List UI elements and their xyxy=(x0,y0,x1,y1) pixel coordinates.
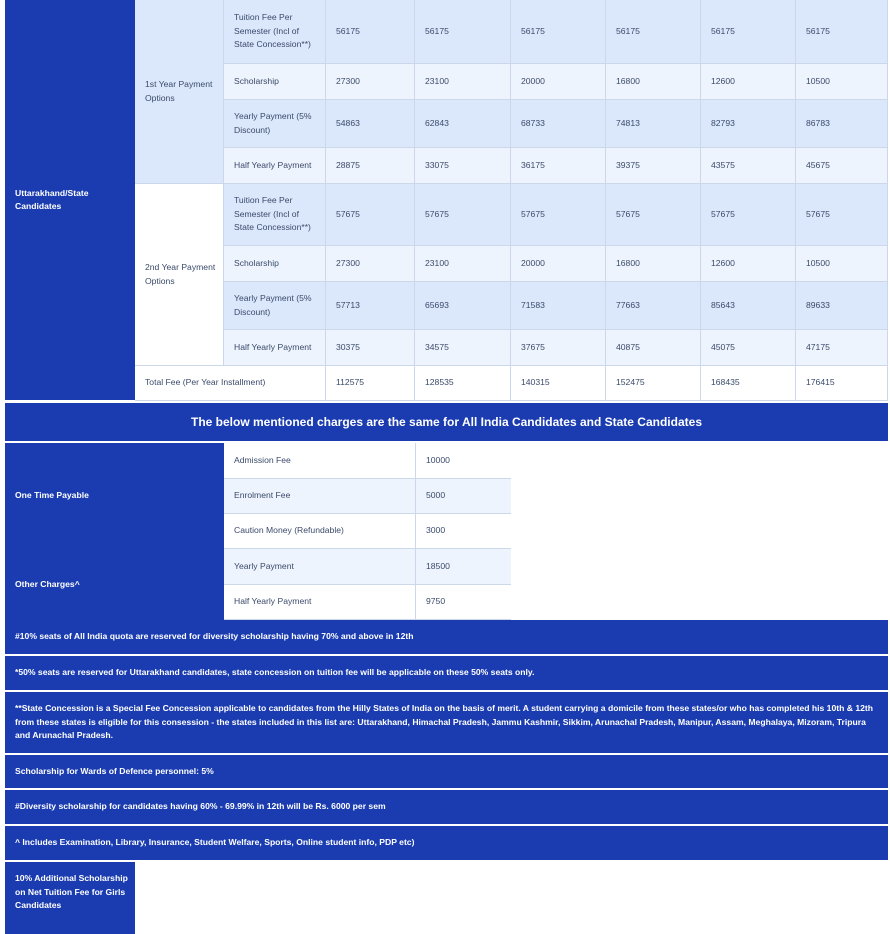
footnote-row: #Diversity scholarship for candidates having 60% - 69.99% in 12th will be Rs. 6000 per sem xyxy=(5,790,888,826)
fee-value-cell: 57675 xyxy=(606,184,701,246)
charge-value: 10000 xyxy=(416,443,511,479)
fee-value-cell: 56175 xyxy=(796,0,888,64)
one-time-payable-label: One Time Payable xyxy=(5,443,224,549)
charge-value: 3000 xyxy=(416,514,511,549)
charge-label: Caution Money (Refundable) xyxy=(224,514,416,549)
fee-value-cell: 57675 xyxy=(796,184,888,246)
fee-value-cell: 40875 xyxy=(606,330,701,366)
fee-row-label: Tuition Fee Per Semester (Incl of State Concession**) xyxy=(224,0,326,64)
fee-value-cell: 77663 xyxy=(606,282,701,330)
fee-value-cell: 56175 xyxy=(415,0,511,64)
fee-value-cell: 10500 xyxy=(796,246,888,282)
charge-label: Admission Fee xyxy=(224,443,416,479)
charge-value: 18500 xyxy=(416,549,511,585)
total-fee-value: 168435 xyxy=(701,366,796,401)
fee-row-label: Tuition Fee Per Semester (Incl of State Concession**) xyxy=(224,184,326,246)
fee-value-cell: 16800 xyxy=(606,64,701,100)
total-fee-value: 112575 xyxy=(326,366,415,401)
total-fee-value: 140315 xyxy=(511,366,606,401)
fee-row-label: Half Yearly Payment xyxy=(224,148,326,184)
fee-value-cell: 27300 xyxy=(326,64,415,100)
total-fee-value: 176415 xyxy=(796,366,888,401)
fee-value-cell: 47175 xyxy=(796,330,888,366)
fee-value-cell: 34575 xyxy=(415,330,511,366)
fee-value-cell: 62843 xyxy=(415,100,511,148)
fee-value-cell: 23100 xyxy=(415,246,511,282)
year-payment-label: 2nd Year Payment Options xyxy=(135,184,224,366)
fee-value-cell: 20000 xyxy=(511,246,606,282)
fee-value-cell: 12600 xyxy=(701,64,796,100)
fee-value-cell: 85643 xyxy=(701,282,796,330)
fee-row-label: Half Yearly Payment xyxy=(224,330,326,366)
fee-value-cell: 10500 xyxy=(796,64,888,100)
fee-value-cell: 56175 xyxy=(701,0,796,64)
fee-value-cell: 82793 xyxy=(701,100,796,148)
fee-value-cell: 56175 xyxy=(326,0,415,64)
total-fee-label: Total Fee (Per Year Installment) xyxy=(135,366,326,401)
fee-row-label: Yearly Payment (5% Discount) xyxy=(224,100,326,148)
fee-value-cell: 39375 xyxy=(606,148,701,184)
fee-value-cell: 23100 xyxy=(415,64,511,100)
fee-value-cell: 68733 xyxy=(511,100,606,148)
fee-value-cell: 45675 xyxy=(796,148,888,184)
fee-value-cell: 86783 xyxy=(796,100,888,148)
year-payment-label: 1st Year Payment Options xyxy=(135,0,224,184)
charge-label: Enrolment Fee xyxy=(224,479,416,514)
fee-value-cell: 57675 xyxy=(511,184,606,246)
fee-value-cell: 30375 xyxy=(326,330,415,366)
fee-value-cell: 37675 xyxy=(511,330,606,366)
fee-row-label: Scholarship xyxy=(224,64,326,100)
fee-value-cell: 57675 xyxy=(701,184,796,246)
fee-value-cell: 57675 xyxy=(415,184,511,246)
fee-value-cell: 16800 xyxy=(606,246,701,282)
fee-value-cell: 45075 xyxy=(701,330,796,366)
charge-label: Half Yearly Payment xyxy=(224,585,416,620)
footnote-row: Scholarship for Wards of Defence personnel: 5% xyxy=(5,755,888,790)
charge-label: Yearly Payment xyxy=(224,549,416,585)
fee-row-label: Scholarship xyxy=(224,246,326,282)
fee-value-cell: 56175 xyxy=(511,0,606,64)
girls-scholarship-label: 10% Additional Scholarship on Net Tuition Fee for Girls Candidates xyxy=(5,862,135,934)
footnote-row: **State Concession is a Special Fee Concession applicable to candidates from the Hilly States of India on the basis of merit. A student carrying a domicile from these states/or who has completed his 10th & 12th from these states is eligible for this consession - the states included in this list are: Uttarakhand, Himachal Pradesh, Jammu Kashmir, Sikkim, Arunachal Pradesh, Manipur, Assam, Meghalaya, Mizoram, Tripura and Arunachal Pradesh. xyxy=(5,692,888,755)
fee-row-label: Yearly Payment (5% Discount) xyxy=(224,282,326,330)
total-fee-value: 128535 xyxy=(415,366,511,401)
fee-value-cell: 12600 xyxy=(701,246,796,282)
fee-value-cell: 57713 xyxy=(326,282,415,330)
total-fee-value: 152475 xyxy=(606,366,701,401)
fee-value-cell: 71583 xyxy=(511,282,606,330)
fee-value-cell: 56175 xyxy=(606,0,701,64)
fee-value-cell: 89633 xyxy=(796,282,888,330)
footnote-row: ^ Includes Examination, Library, Insurance, Student Welfare, Sports, Online student info, PDP etc) xyxy=(5,826,888,862)
fee-value-cell: 20000 xyxy=(511,64,606,100)
fee-value-cell: 57675 xyxy=(326,184,415,246)
fee-value-cell: 28875 xyxy=(326,148,415,184)
charge-value: 9750 xyxy=(416,585,511,620)
charge-value: 5000 xyxy=(416,479,511,514)
fee-value-cell: 27300 xyxy=(326,246,415,282)
state-candidates-label: Uttarakhand/State Candidates xyxy=(5,0,135,400)
fee-value-cell: 36175 xyxy=(511,148,606,184)
same-charges-banner: The below mentioned charges are the same for All India Candidates and State Candidates xyxy=(5,403,888,441)
fee-value-cell: 54863 xyxy=(326,100,415,148)
fee-value-cell: 65693 xyxy=(415,282,511,330)
fee-value-cell: 33075 xyxy=(415,148,511,184)
fee-value-cell: 43575 xyxy=(701,148,796,184)
fee-value-cell: 74813 xyxy=(606,100,701,148)
footnote-row: *50% seats are reserved for Uttarakhand candidates, state concession on tuition fee will be applicable on these 50% seats only. xyxy=(5,656,888,692)
footnote-row: #10% seats of All India quota are reserved for diversity scholarship having 70% and above in 12th xyxy=(5,620,888,656)
other-charges-label: Other Charges^ xyxy=(5,549,224,620)
